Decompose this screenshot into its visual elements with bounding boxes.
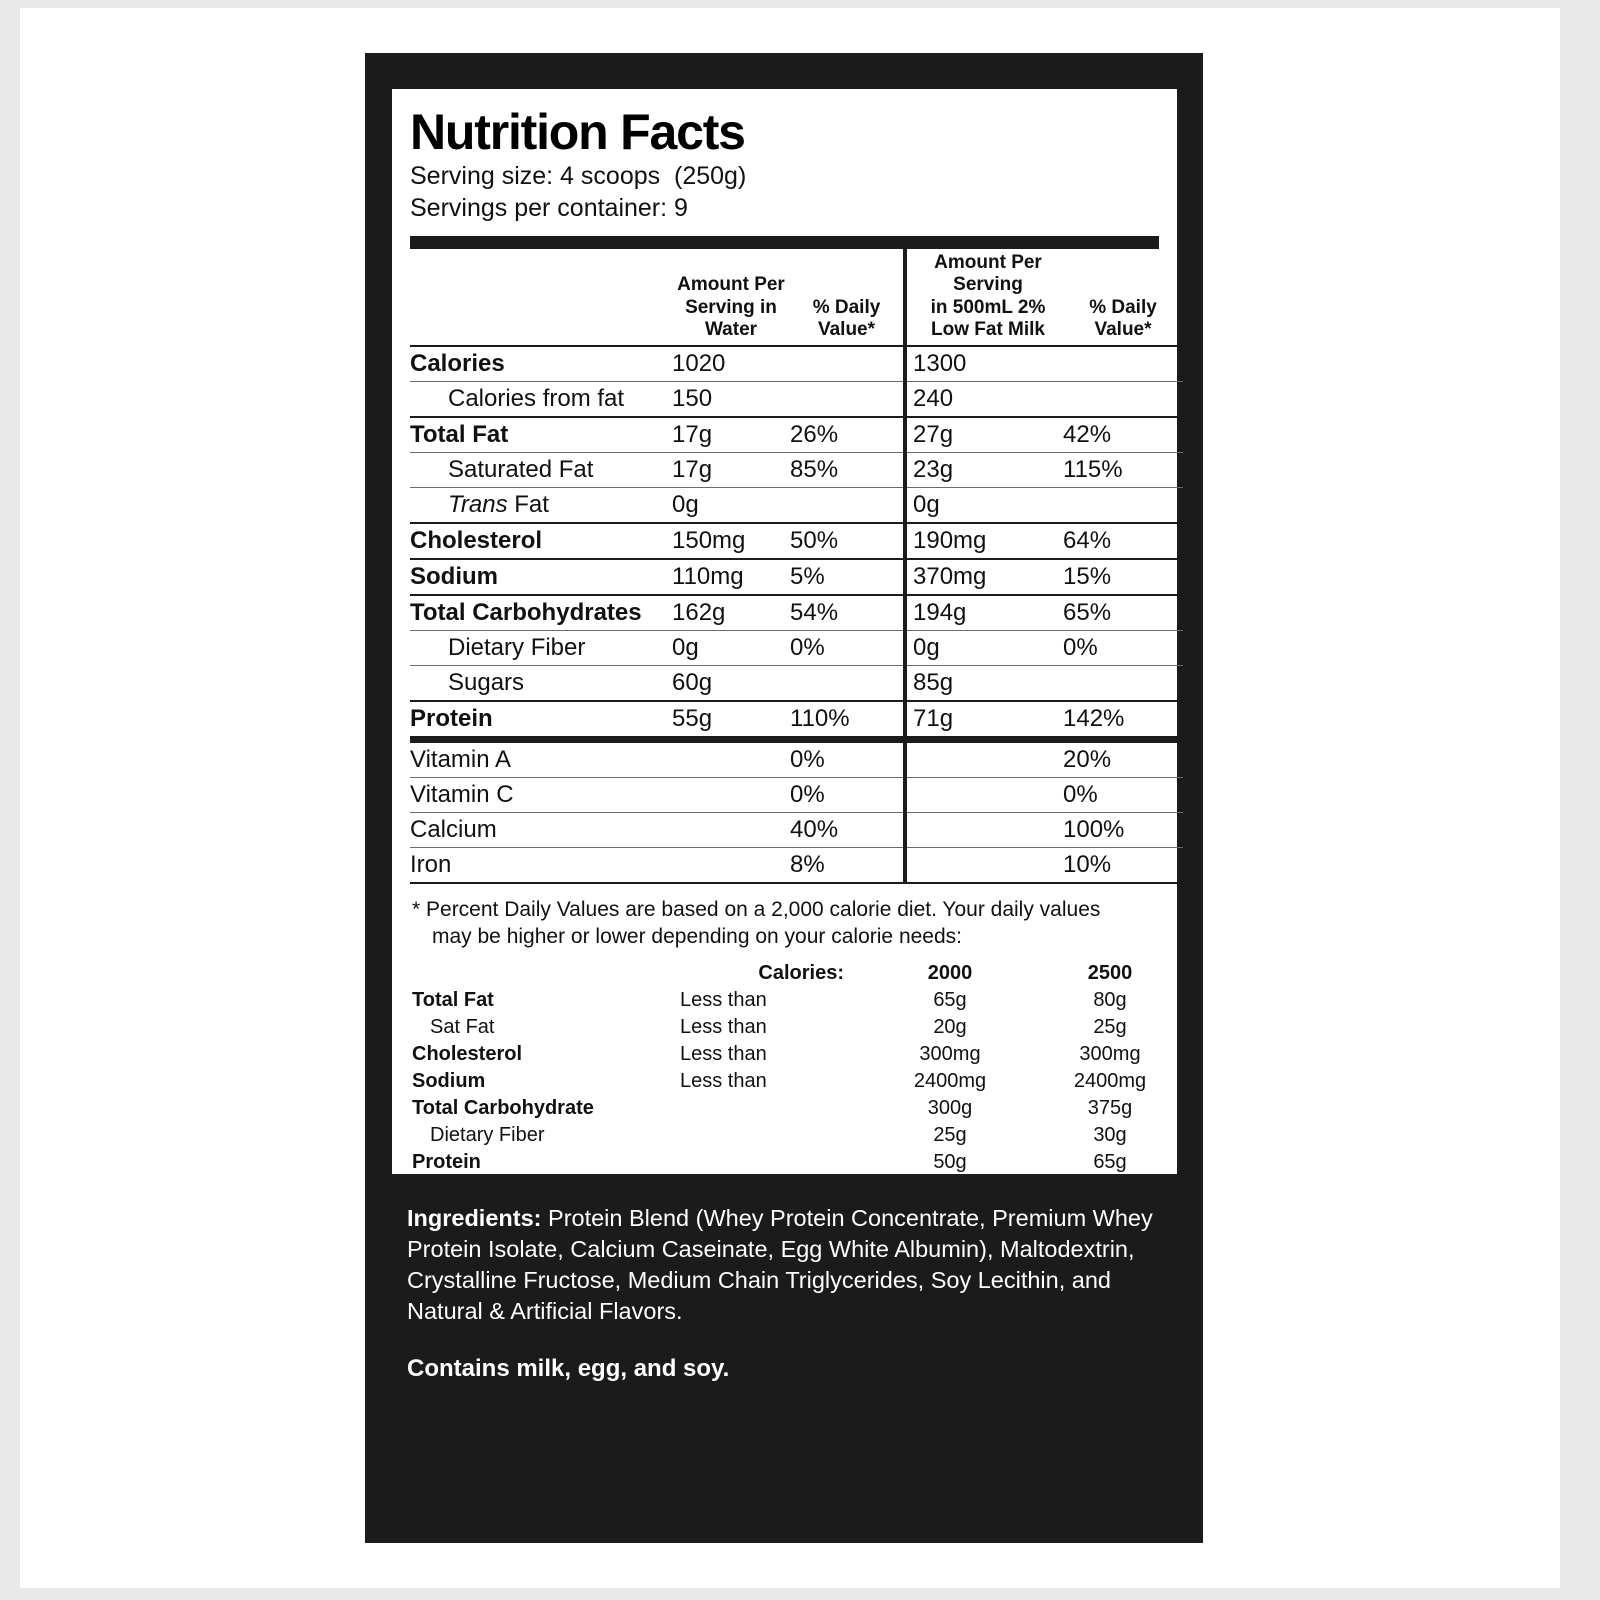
allergen-statement: Contains milk, egg, and soy. <box>407 1355 730 1383</box>
header-water-l1: Amount Per <box>677 274 785 296</box>
dv-value-2500: 25g <box>1093 1016 1127 1039</box>
table-row <box>410 381 1183 417</box>
header-water-l2: Serving in <box>685 296 777 318</box>
nutrient-water-amount: 17g <box>672 417 790 453</box>
dv-value-2000: 25g <box>933 1124 967 1147</box>
vitamin-water-amount <box>672 812 790 847</box>
dv-nutrient-name: Sodium <box>412 1070 486 1093</box>
nutrient-name: Trans Fat <box>410 487 672 523</box>
nutrient-water-dv: 50% <box>790 523 905 559</box>
table-row <box>410 559 1183 595</box>
product-label-page <box>20 8 1560 1588</box>
table-row <box>410 417 1183 453</box>
nutrient-water-amount: 0g <box>672 630 790 665</box>
vitamin-milk-amount <box>913 777 1063 812</box>
nutrient-milk-dv <box>1063 487 1183 523</box>
dv-value-2000: 300g <box>927 1097 973 1120</box>
dv-value-2000: 300mg <box>919 1043 981 1066</box>
table-row <box>410 630 1183 665</box>
ingredients-paragraph <box>407 1203 1167 1327</box>
vitamin-water-amount <box>672 777 790 812</box>
dv-less-than: Less than <box>680 1016 767 1039</box>
nutrient-water-amount: 0g <box>672 487 790 523</box>
dv-less-than <box>680 1122 870 1149</box>
nutrient-water-amount: 150 <box>672 381 790 417</box>
dv-row <box>410 1095 1190 1122</box>
nutrient-water-dv: 26% <box>790 417 905 453</box>
dv-less-than: Less than <box>680 989 767 1012</box>
nutrient-milk-amount: 0g <box>913 487 1063 523</box>
ingredients-heading: Ingredients: <box>407 1205 542 1231</box>
nutrient-water-dv: 54% <box>790 595 905 631</box>
table-row <box>410 739 1183 777</box>
nutrient-milk-dv: 142% <box>1063 701 1183 740</box>
table-row <box>410 595 1183 631</box>
dv-header-blank <box>410 960 680 987</box>
nutrient-water-dv: 85% <box>790 452 905 487</box>
nutrient-water-amount: 150mg <box>672 523 790 559</box>
header-milk-dv <box>1063 249 1183 346</box>
nutrient-water-amount: 55g <box>672 701 790 740</box>
dv-less-than <box>680 1149 870 1176</box>
dv-row <box>410 1122 1190 1149</box>
page-title: Nutrition Facts <box>410 104 745 160</box>
vitamin-milk-dv: 10% <box>1063 847 1183 883</box>
header-water-l3: Water <box>704 319 758 341</box>
dv-nutrient-name: Dietary Fiber <box>430 1124 545 1147</box>
nutrient-milk-dv <box>1063 381 1183 417</box>
dv-row <box>410 1014 1190 1041</box>
table-row <box>410 487 1183 523</box>
nutrient-milk-dv: 115% <box>1063 452 1183 487</box>
dv-less-than: Less than <box>680 1043 767 1066</box>
vitamin-name: Vitamin A <box>410 739 672 777</box>
dv-row <box>410 1149 1190 1176</box>
nutrient-name: Dietary Fiber <box>410 630 672 665</box>
nutrient-milk-dv: 15% <box>1063 559 1183 595</box>
nutrient-milk-amount: 23g <box>913 452 1063 487</box>
vitamin-water-amount <box>672 739 790 777</box>
vitamin-name: Vitamin C <box>410 777 672 812</box>
header-milk-l2: in 500mL 2% <box>930 296 1046 318</box>
nutrition-table <box>410 249 1183 884</box>
column-separator <box>905 739 913 777</box>
nutrient-name: Sugars <box>410 665 672 701</box>
column-separator <box>905 777 913 812</box>
nutrient-water-amount: 1020 <box>672 346 790 382</box>
nutrient-name: Total Carbohydrates <box>410 595 672 631</box>
nutrient-name: Sodium <box>410 559 672 595</box>
vitamin-water-dv: 0% <box>790 739 905 777</box>
nutrient-water-amount: 60g <box>672 665 790 701</box>
nutrition-label-black-panel <box>365 53 1203 1543</box>
header-milk-dv-l2: Value* <box>1094 319 1152 341</box>
dv-col-2000: 2000 <box>927 962 973 985</box>
header-milk-dv-l1: % Daily <box>1089 296 1157 318</box>
nutrient-milk-amount: 190mg <box>913 523 1063 559</box>
vitamin-name: Calcium <box>410 812 672 847</box>
dv-less-than <box>680 1095 870 1122</box>
header-water-dv <box>790 249 905 346</box>
column-separator <box>905 346 913 382</box>
dv-value-2500: 80g <box>1093 989 1127 1012</box>
dv-value-2500: 2400mg <box>1073 1070 1147 1093</box>
nutrient-name: Saturated Fat <box>410 452 672 487</box>
header-water-amount <box>672 249 790 346</box>
serving-size-text: Serving size: 4 scoops (250g) <box>410 162 747 190</box>
column-separator <box>905 417 913 453</box>
nutrition-facts-panel <box>392 89 1177 1174</box>
dv-nutrient-name: Sat Fat <box>430 1016 495 1039</box>
nutrient-milk-amount: 71g <box>913 701 1063 740</box>
footnote-line-2: may be higher or lower depending on your calorie needs: <box>432 924 962 948</box>
nutrient-milk-amount: 1300 <box>913 346 1063 382</box>
column-separator <box>905 701 913 740</box>
table-row <box>410 346 1183 382</box>
dv-nutrient-name: Protein <box>412 1151 481 1174</box>
vitamin-milk-amount <box>913 812 1063 847</box>
daily-values-reference-table <box>410 960 1190 1176</box>
table-row <box>410 665 1183 701</box>
header-milk-amount <box>913 249 1063 346</box>
table-header-row <box>410 249 1183 346</box>
column-separator <box>905 487 913 523</box>
daily-value-footnote <box>410 896 1159 951</box>
dv-calories-label: Calories: <box>758 962 844 985</box>
column-separator <box>905 812 913 847</box>
header-milk-l3: Low Fat Milk <box>931 319 1045 341</box>
nutrient-milk-amount: 0g <box>913 630 1063 665</box>
column-separator <box>905 381 913 417</box>
nutrient-milk-amount: 85g <box>913 665 1063 701</box>
nutrient-water-dv <box>790 665 905 701</box>
vitamin-water-dv: 0% <box>790 777 905 812</box>
nutrient-name: Calories <box>410 346 672 382</box>
dv-nutrient-name: Total Carbohydrate <box>412 1097 594 1120</box>
nutrient-name: Total Fat <box>410 417 672 453</box>
table-row <box>410 847 1183 883</box>
column-separator <box>905 595 913 631</box>
table-row <box>410 523 1183 559</box>
dv-less-than: Less than <box>680 1070 767 1093</box>
column-separator <box>905 523 913 559</box>
dv-value-2500: 300mg <box>1079 1043 1141 1066</box>
dv-value-2000: 50g <box>933 1151 967 1174</box>
nutrient-name: Protein <box>410 701 672 740</box>
table-row <box>410 777 1183 812</box>
nutrient-milk-dv: 65% <box>1063 595 1183 631</box>
column-separator <box>905 452 913 487</box>
table-row <box>410 452 1183 487</box>
nutrient-milk-dv <box>1063 346 1183 382</box>
nutrient-milk-amount: 240 <box>913 381 1063 417</box>
dv-value-2500: 375g <box>1087 1097 1133 1120</box>
dv-value-2500: 30g <box>1093 1124 1127 1147</box>
dv-value-2500: 65g <box>1093 1151 1127 1174</box>
vitamin-milk-dv: 0% <box>1063 777 1183 812</box>
dv-row <box>410 1041 1190 1068</box>
column-separator <box>905 630 913 665</box>
dv-value-2000: 2400mg <box>913 1070 987 1093</box>
vitamin-milk-dv: 100% <box>1063 812 1183 847</box>
table-row <box>410 701 1183 740</box>
column-separator <box>905 559 913 595</box>
footnote-line-1: * Percent Daily Values are based on a 2,000 calorie diet. Your daily values <box>412 897 1101 921</box>
nutrient-milk-amount: 27g <box>913 417 1063 453</box>
nutrient-water-dv: 5% <box>790 559 905 595</box>
nutrient-milk-amount: 370mg <box>913 559 1063 595</box>
nutrient-water-amount: 162g <box>672 595 790 631</box>
ingredients-block <box>407 1203 1167 1385</box>
header-column-separator <box>905 249 913 346</box>
nutrient-water-dv: 110% <box>790 701 905 740</box>
header-divider-bar <box>410 236 1159 249</box>
ingredients-text: Protein Blend (Whey Protein Concentrate, Premium Whey Protein Isolate, Calcium Caseinate, Egg White Albumin), Maltodextrin, Crystalline Fructose, Medium Chain Triglycerides, Soy Lecithin, and Natural & Artificial Flavors. <box>407 1205 1153 1325</box>
dv-nutrient-name: Total Fat <box>412 989 494 1012</box>
nutrient-water-amount: 17g <box>672 452 790 487</box>
nutrient-water-amount: 110mg <box>672 559 790 595</box>
header-milk-l1: Amount Per Serving <box>934 252 1042 296</box>
dv-row <box>410 987 1190 1014</box>
vitamin-milk-amount <box>913 847 1063 883</box>
vitamin-milk-dv: 20% <box>1063 739 1183 777</box>
nutrient-milk-amount: 194g <box>913 595 1063 631</box>
header-water-dv-l2: Value* <box>817 319 876 341</box>
dv-value-2000: 20g <box>933 1016 967 1039</box>
dv-row <box>410 1068 1190 1095</box>
servings-per-container-text: Servings per container: 9 <box>410 194 688 222</box>
nutrient-water-dv: 0% <box>790 630 905 665</box>
column-separator <box>905 665 913 701</box>
header-water-dv-l1: % Daily <box>812 296 881 318</box>
nutrient-name: Cholesterol <box>410 523 672 559</box>
nutrient-water-dv <box>790 381 905 417</box>
dv-nutrient-name: Cholesterol <box>412 1043 523 1066</box>
nutrient-name: Calories from fat <box>410 381 672 417</box>
vitamin-water-dv: 8% <box>790 847 905 883</box>
vitamin-water-amount <box>672 847 790 883</box>
nutrient-milk-dv: 64% <box>1063 523 1183 559</box>
nutrient-water-dv <box>790 346 905 382</box>
vitamin-water-dv: 40% <box>790 812 905 847</box>
header-blank <box>410 249 672 346</box>
vitamin-name: Iron <box>410 847 672 883</box>
vitamin-milk-amount <box>913 739 1063 777</box>
nutrient-milk-dv <box>1063 665 1183 701</box>
nutrient-water-dv <box>790 487 905 523</box>
dv-col-2500: 2500 <box>1087 962 1133 985</box>
nutrient-milk-dv: 42% <box>1063 417 1183 453</box>
nutrient-milk-dv: 0% <box>1063 630 1183 665</box>
dv-header-row <box>410 960 1190 987</box>
dv-value-2000: 65g <box>933 989 967 1012</box>
table-row <box>410 812 1183 847</box>
column-separator <box>905 847 913 883</box>
